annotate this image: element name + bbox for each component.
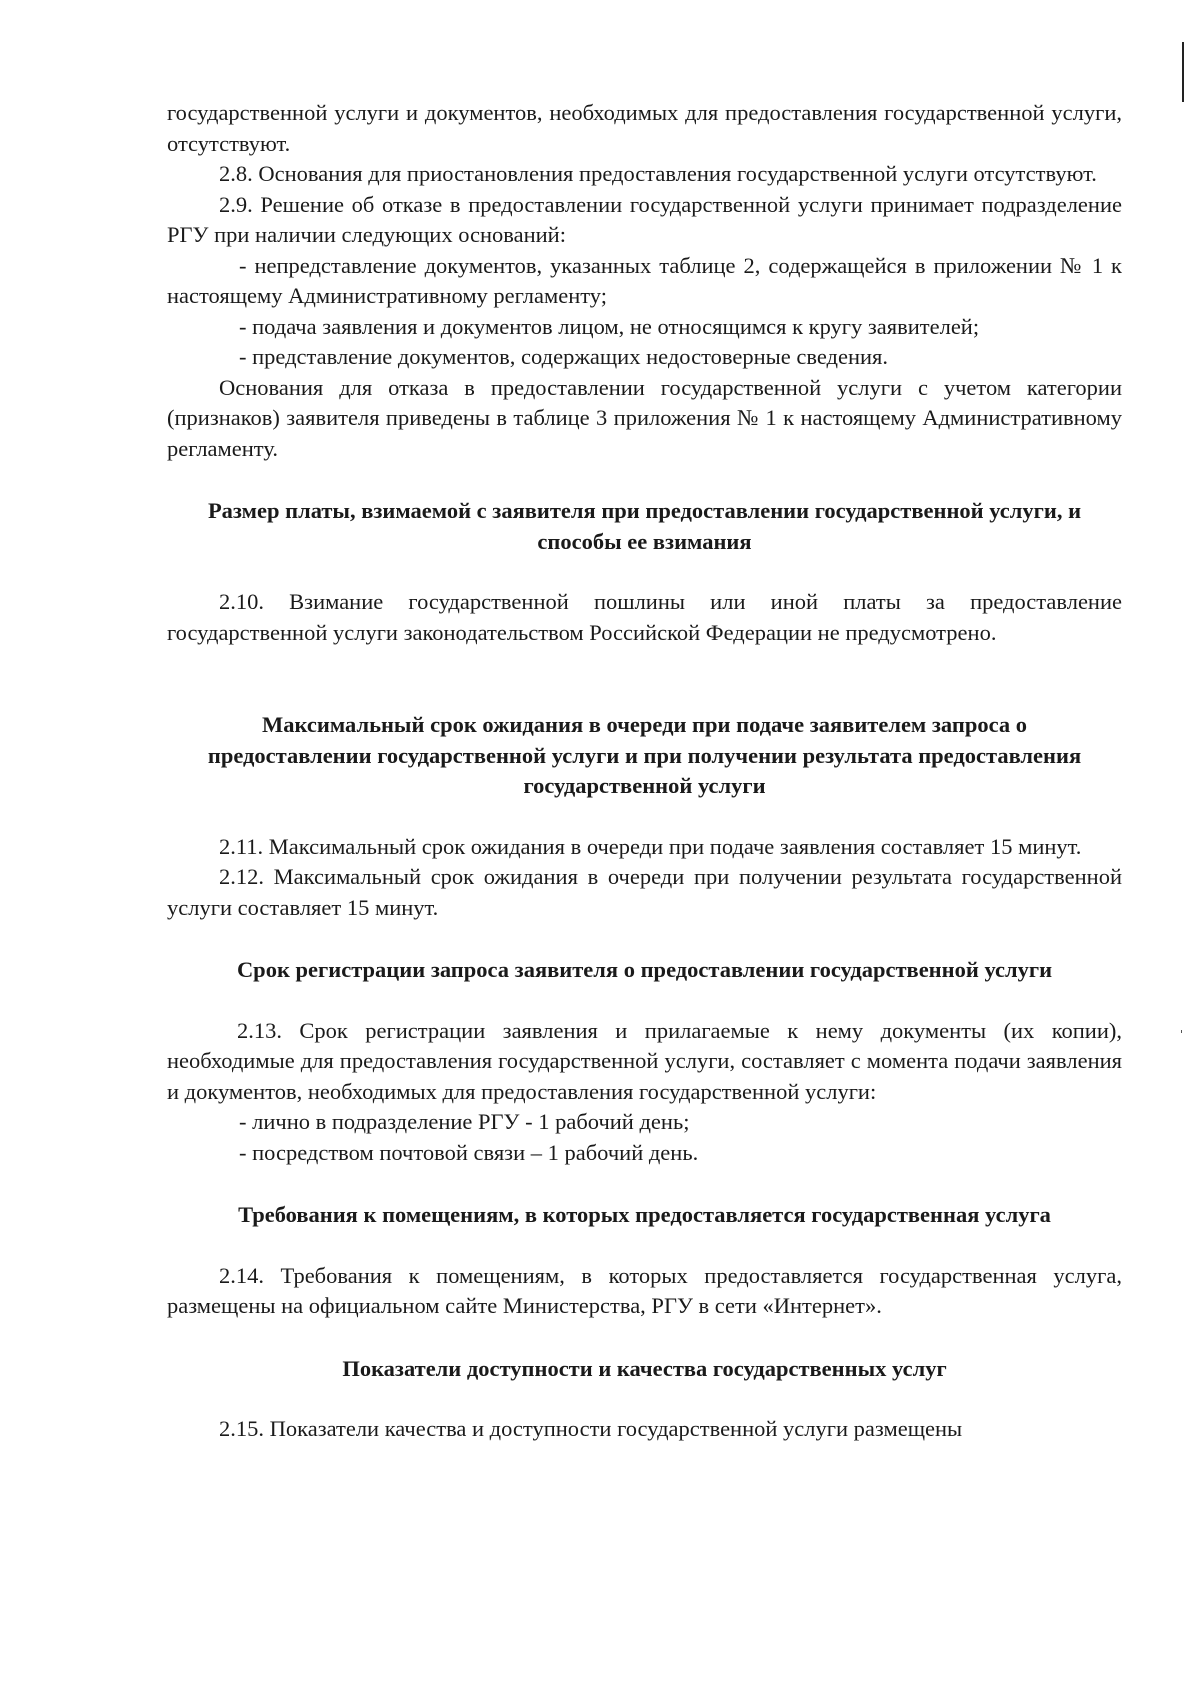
spacer [167,1384,1122,1414]
paragraph: - непредставление документов, указанных таблице 2, содержащейся в приложении № 1 к настоящему Административному регламенту; [167,252,1122,308]
spacer [167,1168,1122,1200]
paragraph: 2.9. Решение об отказе в предоставлении государственной услуги принимает подразделение РГУ при наличии следующих оснований: [167,191,1122,247]
paragraph: государственной услуги и документов, необходимых для предоставления государственной услуги, отсутствуют. [167,100,1122,156]
paragraph: 2.10. Взимание государственной пошлины или иной платы за предоставление государственной услуги законодательством Российской Федерации не предусмотрено. [167,589,1122,645]
paragraph: - подача заявления и документов лицом, не относящимся к кругу заявителей; [239,313,980,339]
paragraph: 2.11. Максимальный срок ожидания в очереди при подаче заявления составляет 15 минут. [219,833,1082,859]
paragraph: 2.8. Основания для приостановления предоставления государственной услуги отсутствуют. [219,161,1097,186]
spacer [167,1231,1122,1261]
section-heading: Требования к помещениям, в которых предоставляется государственная услуга [238,1202,1051,1227]
paragraph: - посредством почтовой связи – 1 рабочий день. [239,1139,699,1165]
paragraph: - лично в подразделение РГУ - 1 рабочий день; [239,1109,690,1134]
paragraph: 2.14. Требования к помещениям, в которых предоставляется государственная услуга, размещены на официальном сайте Министерства, РГУ в сети «Интернет». [167,1262,1122,1318]
document-page [167,98,1122,1445]
paragraph: 2.15. Показатели качества и доступности государственной услуги размещены [219,1416,963,1441]
spacer [167,557,1122,587]
section-heading: Максимальный срок ожидания в очереди при подаче заявителем запроса о предоставлении государственной услуги и при получении результата предоставления государственной услуги [207,712,1082,798]
spacer [167,1322,1122,1354]
scan-artifact-dot [1181,1030,1182,1033]
spacer [167,923,1122,955]
spacer [167,802,1122,832]
spacer [167,464,1122,496]
section-heading: Срок регистрации запроса заявителя о предоставлении государственной услуги [236,957,1053,982]
section-heading: Показатели доступности и качества государственных услуг [342,1355,947,1381]
section-heading: Размер платы, взимаемой с заявителя при предоставлении государственной услуги, и способы ее взимания [207,498,1082,554]
paragraph: - представление документов, содержащих недостоверные сведения. [239,344,889,369]
paragraph: Основания для отказа в предоставлении государственной услуги с учетом категории (признаков) заявителя приведены в таблице 3 приложения № 1 к настоящему Административному регламенту. [167,374,1122,461]
spacer [167,648,1122,710]
paragraph: 2.13. Срок регистрации заявления и прилагаемые к нему документы (их копии), необходимые для предоставления государственной услуги, составляет с момента подачи заявления и документов, необходимых для предоставления государственной услуги: [167,1017,1122,1104]
scan-artifact-line [1182,42,1184,102]
spacer [167,986,1122,1016]
paragraph: 2.12. Максимальный срок ожидания в очереди при получении результата государственной услуги составляет 15 минут. [167,864,1122,920]
